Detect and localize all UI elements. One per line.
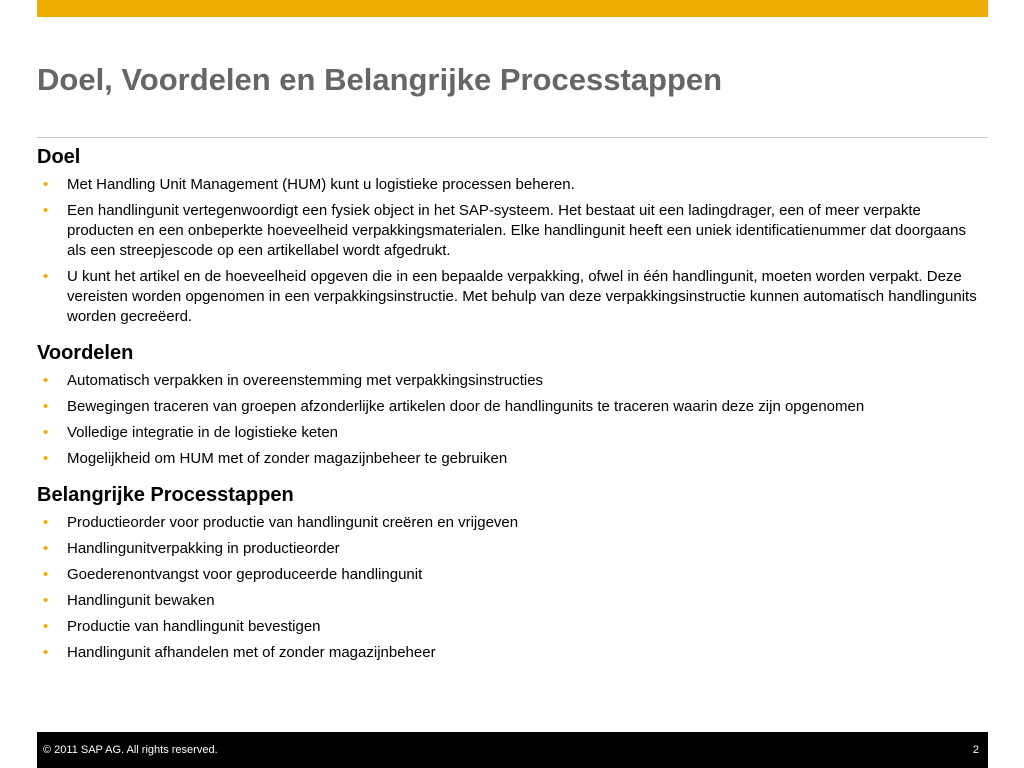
bullet-list <box>37 513 982 663</box>
slide-content <box>37 143 982 669</box>
section-heading: Belangrijke Processtappen <box>37 484 294 506</box>
list-item-text: Goederenontvangst voor geproduceerde handlingunit <box>67 566 423 583</box>
list-item <box>37 267 982 327</box>
list-item-text: Handlingunit afhandelen met of zonder magazijnbeheer <box>67 644 436 661</box>
bullet-icon: • <box>43 176 49 193</box>
list-item <box>37 617 982 637</box>
list-item-text: Bewegingen traceren van groepen afzonderlijke artikelen door de handlingunits te traceren waarin deze zijn opgenomen <box>67 398 865 415</box>
list-item <box>37 397 982 417</box>
list-item-text: Handlingunitverpakking in productieorder <box>67 540 340 557</box>
bullet-icon: • <box>43 450 49 467</box>
list-item <box>37 371 982 391</box>
title-divider <box>37 137 988 138</box>
list-item <box>37 565 982 585</box>
list-item-text: Handlingunit bewaken <box>67 592 215 609</box>
list-item <box>37 423 982 443</box>
list-item <box>37 643 982 663</box>
bullet-list <box>37 175 982 327</box>
bullet-icon: • <box>43 372 49 389</box>
bullet-list <box>37 371 982 469</box>
bullet-icon: • <box>43 514 49 531</box>
list-item-text: Productie van handlingunit bevestigen <box>67 618 321 635</box>
bullet-icon: • <box>43 398 49 415</box>
list-item-text: Productieorder voor productie van handlingunit creëren en vrijgeven <box>67 514 519 531</box>
bullet-icon: • <box>43 618 49 635</box>
list-item <box>37 175 982 195</box>
bullet-icon: • <box>43 424 49 441</box>
list-item-text: U kunt het artikel en de hoeveelheid opgeven die in een bepaalde verpakking, ofwel in één handlingunit, moeten worden verpakt. Deze vereisten worden opgenomen in een verpakkingsinstructie. Met behulp van deze verpakkingsinstructie kunnen automatisch handlingunits worden gecreëerd. <box>67 268 977 325</box>
section-voordelen <box>37 339 982 469</box>
list-item-text: Automatisch verpakken in overeenstemming met verpakkingsinstructies <box>67 372 544 389</box>
bullet-icon: • <box>43 268 49 285</box>
footer-bar <box>37 732 988 768</box>
list-item <box>37 591 982 611</box>
list-item-text: Een handlingunit vertegenwoordigt een fysiek object in het SAP-systeem. Het bestaat uit een ladingdrager, een of meer verpakte producten en een onbeperkte hoeveelheid verpakkingsmaterialen. Elke handlingunit heeft een uniek identificatienummer dat doorgaans als een streepjescode op een artikellabel wordt afgedrukt. <box>67 202 966 259</box>
bullet-icon: • <box>43 540 49 557</box>
copyright-text: © 2011 SAP AG. All rights reserved. <box>43 744 218 756</box>
list-item-text: Met Handling Unit Management (HUM) kunt u logistieke processen beheren. <box>67 176 575 193</box>
section-doel <box>37 143 982 327</box>
list-item <box>37 449 982 469</box>
section-heading: Voordelen <box>37 342 134 364</box>
list-item-text: Mogelijkheid om HUM met of zonder magazijnbeheer te gebruiken <box>67 450 508 467</box>
bullet-icon: • <box>43 592 49 609</box>
list-item <box>37 513 982 533</box>
bullet-icon: • <box>43 644 49 661</box>
list-item-text: Volledige integratie in de logistieke keten <box>67 424 339 441</box>
page-title: Doel, Voordelen en Belangrijke Processtappen <box>37 62 723 97</box>
list-item <box>37 201 982 261</box>
bullet-icon: • <box>43 566 49 583</box>
list-item <box>37 539 982 559</box>
top-accent-bar <box>37 0 988 17</box>
page-number: 2 <box>972 744 979 756</box>
bullet-icon: • <box>43 202 49 219</box>
section-processtappen <box>37 481 982 663</box>
section-heading: Doel <box>37 146 81 168</box>
